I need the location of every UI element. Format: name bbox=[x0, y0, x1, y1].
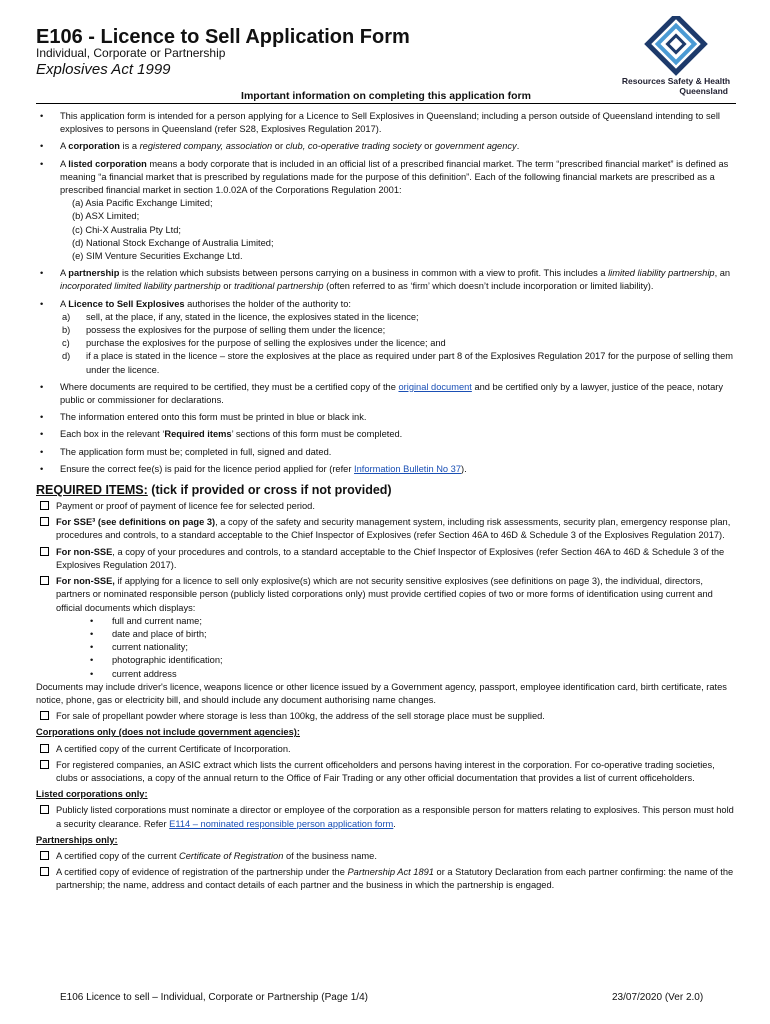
info-bullet: • Each box in the relevant ‘Required items’ sections of this form must be completed. bbox=[40, 429, 403, 440]
market-list: (a) Asia Pacific Exchange Limited; (b) ASX Limited; (c) Chi-X Australia Pty Ltd; (d) National Stock Exchange of Australia Limited; (e) SIM Venture Securities Exchange Ltd. bbox=[72, 198, 274, 262]
info-heading: Important information on completing this application form bbox=[241, 90, 531, 102]
id-list: • full and current name; • date and place of birth; • current nationality; • photographic identification; • current address bbox=[56, 615, 736, 681]
checkbox[interactable] bbox=[40, 711, 49, 720]
checkbox[interactable] bbox=[40, 851, 49, 860]
required-item: A certified copy of the current Certificate of Incorporation. bbox=[36, 743, 736, 756]
authority-list: a) sell, at the place, if any, stated in the licence, the explosives stated in the licence; b) possess the explosives for the purpose of selling them under the licence; c) purchase the explosives for the purpose of selling the explosives under the licence; and d) if a place is stated in the licence – store the explosives at the place as required under part 8 of the Explosives Regulation 2017 for the purpose of selling them under the licence. bbox=[62, 311, 734, 375]
partnerships-heading: Partnerships only: bbox=[36, 834, 118, 845]
info-bullet: • A listed corporation means a body corporate that is included in an official list of a prescribed financial market. The term “prescribed financial market” is defined as meaning “a financial market that is prescribed by regulations made for the purpose of this definition”. Each of the following financial markets are prescribed as a prescribed financial market in section 1.0.02A of the Corporations Regulation 2001: (a) Asia Pacific Exchange Limited; (b) ASX Limited; (c) Chi-X Australia Pty Ltd; (d) National Stock Exchange of Australia Limited; (e) SIM Venture Securities Exchange Ltd. bbox=[36, 158, 736, 264]
required-item: Publicly listed corporations must nominate a director or employee of the corporation as a responsible person for matters relating to explosives. This person must hold a security clearance. Refer E114 – nominated responsible person application form. bbox=[36, 804, 736, 830]
info-bullet: • This application form is intended for a person applying for a Licence to Sell Explosives in Queensland; including a person outside of Queensland intending to sell explosives to persons in Queensland (refer S28, Explosives Regulation 2017). bbox=[40, 111, 720, 135]
checkbox[interactable] bbox=[40, 744, 49, 753]
id-note: Documents may include driver's licence, weapons licence or other licence issued by a Government agency, passport, employee identification card, birth certificate, rates notice, phone, gas or electricity bill, and should include any document authorising name changes. bbox=[36, 681, 727, 705]
required-item: A certified copy of the current Certificate of Registration of the business name. bbox=[36, 850, 736, 863]
checkbox[interactable] bbox=[40, 760, 49, 769]
info-bullet: • The application form must be; completed in full, signed and dated. bbox=[40, 446, 332, 457]
required-item: A certified copy of evidence of registration of the partnership under the Partnership Act 1891 or a Statutory Declaration from each partner confirming: the name of the partnership; the name, address and contact details of each partner and the business in which the partnership is engaged. bbox=[36, 866, 736, 892]
required-item: For non-SSE, if applying for a licence to sell only explosive(s) which are not security sensitive explosives (see definitions on page 3), the individual, directors, partners or nominated responsible person (publicly listed corporations only) must provide certified copies of two or more forms of identification using current and official documents which displays: • full and current name; • date and place of birth; • current nationality; • photographic identification; • current address bbox=[36, 575, 736, 681]
required-item: For registered companies, an ASIC extract which lists the current officeholders and persons having interest in the corporation. For co-operative trading societies, clubs or associations, a copy of the annual return to the Office of Fair Trading or any other official documentation that provides a list of current officeholders. bbox=[36, 759, 736, 785]
form-body bbox=[36, 110, 736, 896]
required-item: For SSE³ (see definitions on page 3), a copy of the safety and security management system, including risk assessments, security plan, emergency response plan, procedures and controls, to a standard acceptable to the Chief Inspector of Explosives (refer Section 46A to 46D & Schedule 3 of the Explosives Regulation 2017). bbox=[36, 516, 736, 542]
required-items-heading: REQUIRED ITEMS: (tick if provided or cross if not provided) bbox=[36, 483, 392, 498]
checkbox[interactable] bbox=[40, 805, 49, 814]
original-document-link[interactable]: original document bbox=[398, 381, 472, 392]
checkbox[interactable] bbox=[40, 501, 49, 510]
page-subtitle: Individual, Corporate or Partnership bbox=[36, 46, 226, 60]
checkbox[interactable] bbox=[40, 517, 49, 526]
page-title: E106 - Licence to Sell Application Form bbox=[36, 26, 410, 48]
info-bullet: • Where documents are required to be certified, they must be a certified copy of the original document and be certified only by a lawyer, justice of the peace, notary public or commissioner for declarations. bbox=[40, 381, 724, 406]
divider bbox=[36, 103, 736, 104]
info-bulletin-link[interactable]: Information Bulletin No 37 bbox=[354, 463, 462, 474]
listed-corporations-heading: Listed corporations only: bbox=[36, 789, 148, 800]
footer-date: 23/07/2020 (Ver 2.0) bbox=[612, 992, 704, 1003]
logo-text: Resources Safety & Health bbox=[621, 76, 731, 86]
info-bullet: • A corporation is a registered company, association or club, co-operative trading society or government agency. bbox=[40, 141, 520, 152]
checkbox[interactable] bbox=[40, 867, 49, 876]
checkbox[interactable] bbox=[40, 576, 49, 585]
required-item: For sale of propellant powder where storage is less than 100kg, the address of the sell storage place must be supplied. bbox=[36, 710, 736, 723]
checkbox[interactable] bbox=[40, 547, 49, 556]
logo-subtext: Queensland bbox=[679, 86, 728, 96]
required-item: For non-SSE, a copy of your procedures and controls, to a standard acceptable to the Chief Inspector of Explosives (refer Section 46A to 46D & Schedule 3 of the Explosives Regulation 2017). bbox=[36, 546, 736, 572]
act-name: Explosives Act 1999 bbox=[36, 61, 171, 78]
info-bullet: • The information entered onto this form must be printed in blue or black ink. bbox=[40, 412, 367, 423]
required-item: Payment or proof of payment of licence fee for selected period. bbox=[36, 500, 736, 513]
footer-title: E106 Licence to sell – Individual, Corporate or Partnership (Page 1/4) bbox=[60, 992, 368, 1003]
info-bullet: • A Licence to Sell Explosives authorises the holder of the authority to: a) sell, at the place, if any, stated in the licence, the explosives stated in the licence; b) possess the explosives for the purpose of selling them under the licence; c) purchase the explosives for the purpose of selling the explosives under the licence; and d) if a place is stated in the licence – store the explosives at the place as required under part 8 of the Explosives Regulation 2017 for the purpose of selling them under the licence. bbox=[36, 298, 736, 377]
info-bullet: • A partnership is the relation which subsists between persons carrying on a business in common with a view to profit. This includes a limited liability partnership, an incorporated limited liability partnership or traditional partnership (often referred to as ‘firm’ which doesn’t include incorporation or limited liability). bbox=[40, 268, 731, 292]
e114-form-link[interactable]: E114 – nominated responsible person application form bbox=[169, 818, 394, 829]
corporations-heading: Corporations only (does not include government agencies): bbox=[36, 727, 300, 738]
info-bullet: • Ensure the correct fee(s) is paid for the licence period applied for (refer Information Bulletin No 37). bbox=[40, 463, 467, 474]
